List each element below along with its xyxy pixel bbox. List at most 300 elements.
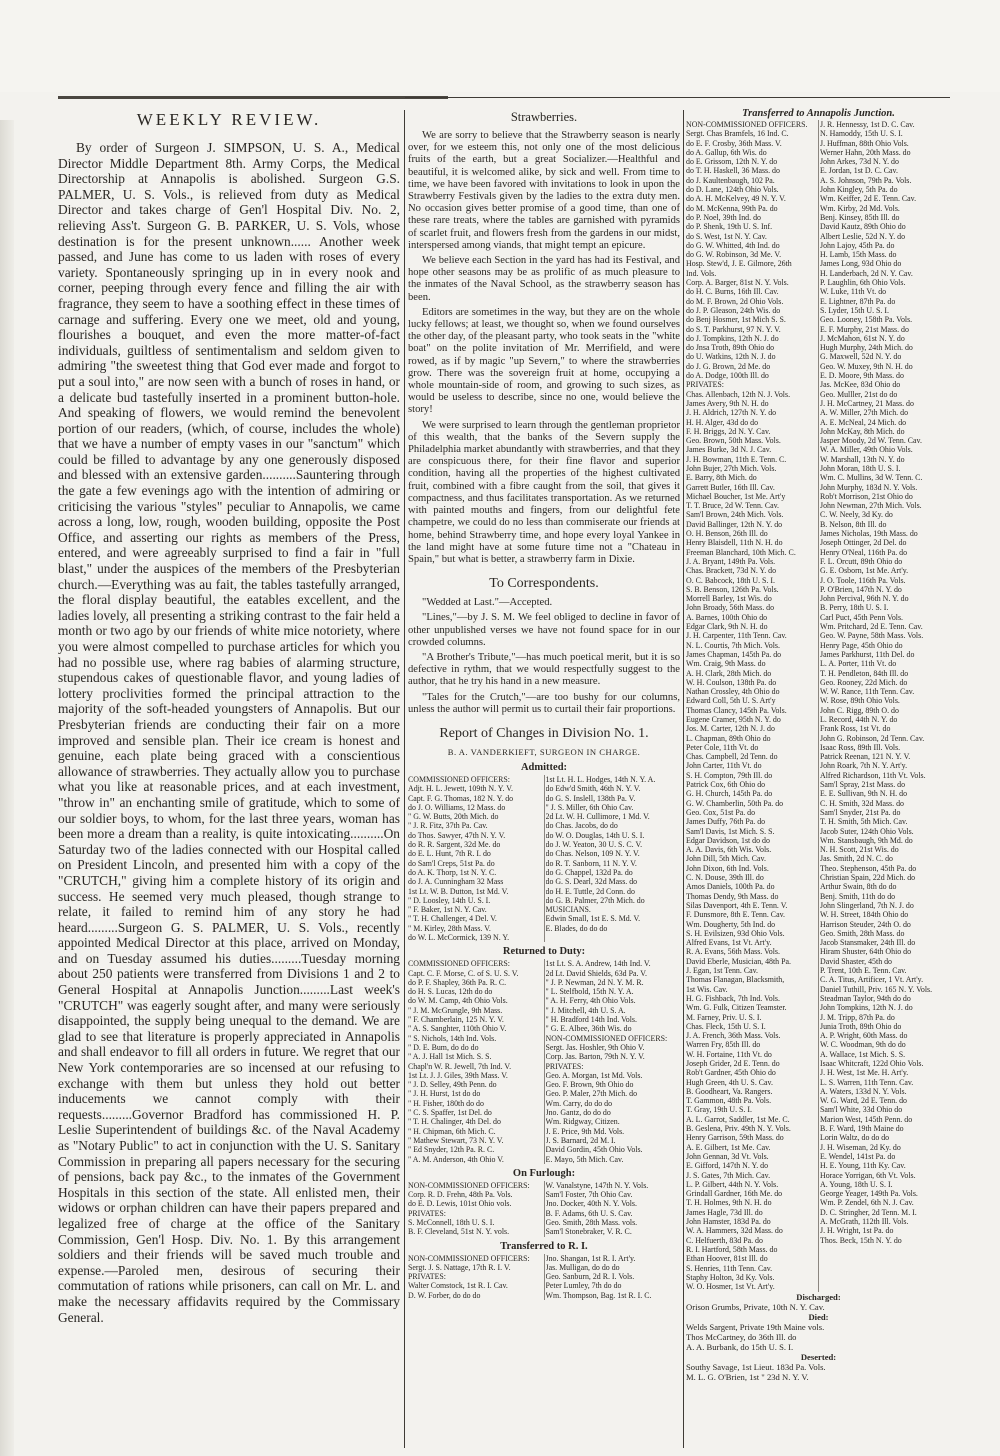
roster-entry: James Chapman, 145th Pa. do [686,649,782,659]
roster-entry: Horace Yorrigan, 6th Vt. Vols. [820,1170,916,1180]
roster-entry: Albert Leslie, 52d N. Y. do [820,231,906,241]
roster-entry: A. A. Davis, 6th Wis. Vols. [686,845,772,855]
roster-entry: Eugene Cramer, 95th N. Y. do [686,715,781,724]
roster-entry: C. Helfuerth, 83d Pa. do [686,1235,763,1245]
roster-entry: Geo. Mulller, 21st do do [820,389,898,399]
roster-entry: John Slingerland, 7th N. J. do [820,900,914,910]
roster-entry: Jacob Stansmaker, 24th Ill. do [820,938,916,948]
roster-entry: Benj. Kinsey, 85th Ill. do [820,212,900,222]
roster-entry: Geo. Smith, 28th Mass. vols. [545,1218,638,1227]
roster-entry: J. O. Toole, 116th Pa. Vols. [820,575,906,585]
roster-entry: Morrell Barley, 1st Wis. do [686,594,772,604]
roster-entry: do E. D. Lewis, 101st Ohio vols. [408,1199,512,1209]
roster-entry: Chas. Allenbach, 12th N. J. Vols. [686,389,791,399]
roster-entry: " T. H. Chalinger, 4th Del. do [408,1117,501,1127]
roster-entry: do Edw'd Smith, 46th N. Y. V. [545,784,641,794]
roster-entry: Orison Grumbs, Private, 10th N. Y. Cav. [686,1302,825,1312]
roster-entry: J. A. Bryant, 149th Pa. Vols. [686,556,776,566]
roster-entry: Grindall Gardner, 16th Me. do [686,1189,783,1199]
roster-entry: L. P. Gilbert, 44th N. Y. Vols. [686,1179,779,1189]
roster-entry: David Shaster, 45th do [820,956,893,966]
roster-entry: Harrison Steuder, 24th O. do [820,919,911,929]
roster-entry: David Ballinger, 12th N. Y. do [686,519,783,529]
roster-entry: J. H. Wright, 1st Pa. do [820,1226,894,1236]
roster-entry: Theo. Stephenson, 45th Pa. do [820,863,917,873]
furlough-list [408,1181,680,1237]
roster-entry: NON-COMMISSIONED OFFICERS. [686,120,808,129]
roster-entry: A. L. Garrot, Saddler, 1st Me. C. [686,1114,790,1124]
roster-entry: Geo. A. Morgan, 1st Md. Vols. [545,1070,643,1080]
roster-entry: " A. J. Hall 1st Mich. S. S. [408,1052,492,1062]
roster-entry: A. McGrath, 112th Ill. Vols. [820,1217,909,1227]
roster-entry: Ethan Hoover, 81st Ill. do [686,1254,768,1264]
roster-entry: Chas. Brackett, 73d N. Y. do [686,566,777,576]
roster-entry: Sam'l Snyder, 21st Pa. do [820,807,901,817]
roster-entry: 2d Lt. W. H. Cullimore, 1 Md. V. [545,812,650,822]
roster-entry: W. Vanalstyne, 147th N. Y. Vols. [545,1180,649,1190]
roster-entry: L. A. Porter, 11th Vt. do [820,659,897,669]
roster-entry: L. Chapman, 89th Ohio do [686,733,771,743]
roster-entry: John McKay, 8th Mich. do [820,426,905,436]
roster-entry: Corp. R. D. Frehn, 48th Pa. Vols. [408,1190,513,1200]
roster-entry: 1st Lt. W. B. Dutton, 1st Md. V. [408,886,509,896]
roster-entry: Wm. G. Fulk, Citizen Teamster. [686,1003,787,1013]
roster-entry: G. H. Church, 145th Pa. do [686,789,773,799]
roster-entry: John Kingley, 5th Pa. do [820,185,898,195]
roster-entry: Geo. Brown, 50th Mass. Vols. [686,436,781,446]
roster-entry: do S. T. Parkhurst, 97 N. Y. V. [686,324,781,334]
roster-entry: do J. O. Williams, 12 Mass. do [408,802,506,812]
roster-entry: P. O'Brien, 147th N. Y. do [820,584,902,594]
roster-entry: do E. L. Hunt, 7th R. I. do [408,849,491,859]
deserted-heading: Deserted: [800,1352,837,1362]
roster-entry: " L. Stelfbold, 15th N. Y. A. [545,987,634,997]
roster-entry: S. McConnell, 18th U. S. I. [408,1218,495,1227]
roster-entry: John Newman, 27th Mich. Vols. [820,501,922,511]
roster-entry: Sergt. J. S. Nattage, 17th R. I. V. [408,1262,511,1272]
roster-entry: John Broady, 56th Mass. do [686,603,775,613]
roster-entry: J. S. Barnard, 2d M. I. [545,1135,616,1145]
roster-entry: Wm. P. Zendel, 6th N. J. Cav. [820,1198,914,1208]
roster-entry: " A. M. Anderson, 4th Ohio V. [408,1154,504,1164]
roster-entry: Wm. C. Mullins, 3d W. Tenn. C. [820,473,923,483]
roster-entry: Chas. Fleck, 15th U. S. I. [686,1021,766,1031]
roster-entry: PRIVATES: [408,1208,447,1218]
roster-entry: E. Gifford, 147th N. Y. do [686,1161,769,1171]
correspondents-item: "Tales for the Crutch,"—are too bushy for our columns, unless the author will permit us to curtail their fair proportions. [408,691,680,715]
roster-entry: E. D. Moore, 9th Mass. do [820,371,904,381]
roster-entry: do J. Kaultenbaugh, 102 Pa. [686,175,775,185]
strawberries-paragraph: We believe each Section in the yard has had its Festival, and hope other seasons may be as prolific of as much pleasure to the inmates of the Naval School, as the strawberry season has been. [408,255,680,303]
roster-entry: do J. P. Gleason, 24th Wis. do [686,305,781,315]
roster-entry: Joseph Ottinger, 2d Del. do [820,538,907,548]
roster-entry: A. Young, 18th U. S. I. [820,1179,893,1189]
roster-entry: Sam'l Foster, 7th Ohio Cav. [545,1190,633,1200]
roster-entry: John Murphy, 183d N. Y. Vols. [820,482,918,492]
roster-entry: A. S. Johnson, 79th Pa. Vols. [820,175,912,185]
roster-entry: John Dill, 5th Mich. Cav. [686,854,766,864]
roster-entry: John Arkes, 73d N. Y. do [820,157,899,167]
roster-entry: B. F. Ward, 19th Maine do [820,1124,904,1134]
roster-entry: Edgar Davidson, 1st do do [686,835,770,845]
roster-entry: Christian Spain, 22d Mich. do [820,873,916,883]
correspondents-item: "Lines,"—by J. S. M. We feel obliged to decline in favor of other unpublished verses we have not found space for in our crowded columns. [408,612,680,648]
roster-entry: Thos McCartney, do 36th Ill. do [686,1332,797,1342]
roster-entry: " S. Nichols, 14th Ind. Vols. [408,1033,497,1043]
transferred-ri-heading: Transferred to R. I. [500,1240,588,1252]
roster-entry: do W. L. McCormick, 139 N. Y. [408,932,510,942]
roster-entry: Edward Coll, 5th U. S. Art'y [686,696,776,706]
roster-entry: James Duffy, 76th Pa. do [686,817,766,827]
roster-entry: do J. Tompkins, 12th N. J. do [686,333,779,343]
roster-entry: do A. Dodge, 100th Ill. do [686,371,769,381]
roster-entry: A. Barnes, 100th Ohio do [686,612,768,622]
roster-entry: W. Luke, 11th Vt. do [820,287,887,297]
roster-entry: P. Laughlin, 6th Ohio Vols. [820,278,906,288]
roster-entry: T. H. Pendleton, 84th Ill. do [820,668,909,678]
roster-entry: E. Barry, 8th Mich. do [686,473,757,483]
weekly-review-title: WEEKLY REVIEW. [136,110,322,129]
roster-entry: Adjt. H. L. Jewett, 109th N. Y. V. [408,784,513,794]
roster-entry: NON-COMMISSIONED OFFICERS: [408,1180,530,1190]
roster-entry: 1st Lt. H. L. Hodges, 14th N. Y. A. [545,774,656,784]
roster-entry: Sam'l Spray, 21st Mass. do [820,780,906,790]
roster-entry: do H. C. Burns, 16th Ill. Cav. [686,287,779,297]
roster-entry: John C. Rigg, 89th O. do [820,705,899,715]
roster-entry: Geo. Cox, 51st Pa. do [686,807,756,817]
roster-entry: 1st Lt. J. J. Giles, 39th Mass. V. [408,1070,508,1080]
admitted-heading: Admitted: [520,761,568,773]
roster-entry: S. B. Benson, 126th Pa. Vols. [686,584,779,594]
roster-entry: " J. H. Hurst, 1st do do [408,1089,481,1099]
roster-entry: do J. A. Cunningham 32 Mass [408,877,504,887]
junction-title: Transferred to Annapolis Junction. [742,108,895,119]
roster-entry: Wm. Kirby, 2d Md. Vols. [820,203,900,213]
roster-entry: Sam'l Brown, 24th Mich. Vols. [686,510,784,520]
roster-entry: Alfred Evans, 1st Vt. Art'y. [686,938,772,948]
correspondents-item: "A Brother's Tribute,"—has much poetical merit, but it is so defective in rythm, that we would respectfully suggest to the author, that he try his hand in a new measure. [408,651,680,688]
roster-entry: Capt. C. F. Morse, C. of S. U. S. V. [408,968,519,978]
roster-entry: F. L. Orcutt, 89th Ohio do [820,556,903,566]
roster-entry: Wm. Stansbaugh, 9th Md. do [820,835,913,845]
roster-entry: J. R. Hennessy, 1st D. C. Cav. [820,120,915,129]
roster-entry: Jacob Suter, 124th Ohio Vols. [820,826,914,836]
roster-entry: Alfred Richardson, 11th Vt. Vols. [820,770,926,780]
roster-entry: PRIVATES: [686,380,725,390]
roster-entry: Wm. Ridgway, Citizen. [545,1117,620,1127]
roster-entry: Hugh Green, 4th U. S. Cav. [686,1077,773,1087]
roster-entry: Amos Daniels, 100th Pa. do [686,882,775,892]
roster-entry: R. I. Hartford, 58th Mass. do [686,1244,778,1254]
roster-entry: A. E. McNeal, 24 Mich. do [820,417,907,427]
roster-entry: do Jnsa Troth, 89th Ohio do [686,343,775,353]
roster-entry: S. Lyder, 15th U. S. I. [820,305,889,315]
roster-entry: E. Blades, do do do [545,923,608,933]
roster-entry: " G. W. Butts, 20th Mich. do [408,812,499,822]
roster-entry: James Burke, 3d N. J. Cav. [686,445,772,455]
roster-entry: F. H. Briggs, 2d N. Y. Cav. [686,426,771,436]
strawberries-paragraph: We were surprised to learn through the gentleman proprietor of this wealth, that the banks of the Severn supply the Philadelphia market abundantly with strawberries, and that they are conspicuous there, for their fine flavor and superior condition, having all the properties of the highest cultivated fruit, combined with a fibre caught from the soil, that gives it compactness, and thus facilitates transportation. As we returned with painted mouths and fingers, from our delightful fete champetre, we could do no less than commiserate our friends at home, behind Strawberry time, and hope every loyal Yankee in the land might have at some future time not a "Chateau in Spain," but what is better, a strawberry farm in Dixie. [408,419,680,565]
roster-entry: T. Gammon, 48th Pa. Vols. [686,1096,772,1106]
roster-entry: Steadman Taylor, 94th do do [820,993,911,1003]
roster-entry: " H. Chipman, 6th Mich. C. [408,1126,496,1136]
roster-entry: John Percival, 96th N. Y. do [820,594,909,604]
discharged-heading: Discharged: [796,1292,841,1302]
roster-entry: Geo. F. Brown, 9th Ohio do [545,1080,634,1090]
roster-entry: Henry Blaisdell, 11th N. H. do [686,538,783,548]
roster-entry: do H. E. Tuttle, 2d Conn. do [545,886,635,896]
returned-list [408,959,680,1164]
roster-entry: W. H. Coulson, 138th Pa. do [686,677,777,687]
roster-entry: J. H. West, 1st Me. H. Art'y. [820,1068,909,1078]
roster-entry: A. H. Clark, 28th Mich. do [686,668,772,678]
roster-entry: " D. E. Bum, do do do [408,1042,479,1052]
roster-entry: Peter Lumley, 7th do do [545,1281,622,1291]
roster-entry: Patrick Cox, 6th Ohio do [686,780,766,790]
roster-entry: Sergt. Jas. Hoshler, 9th Ohio V. [545,1042,645,1052]
roster-entry: do U. Watkins, 12th N. J. do [686,352,776,362]
roster-entry: Peter Cole, 11th Vt. do [686,742,759,752]
roster-entry: A. Waters, 133d N. Y. Vols. [820,1086,907,1096]
roster-entry: F. Dunsmore, 8th E. Tenn. Cav. [686,910,785,920]
header-rule [405,97,950,98]
roster-entry: Arthur Swain, 8th do do [820,882,897,892]
roster-entry: Isaac Ross, 89th Ill. Vols. [820,742,901,752]
roster-entry: Jno. Docker, 40th N. Y. Vols. [545,1199,637,1209]
roster-entry: Wm. Craig, 9th Mass. do [686,659,766,669]
roster-entry: J. H. Aldrich, 127th N. Y. do [686,408,777,418]
roster-entry: J. McMahon, 61st N. Y. do [820,333,905,343]
roster-entry: C. W. Neely, 3d Ky. do [820,510,893,520]
roster-entry: H. Lamb, 15th Mass. do [820,250,897,260]
junction-list [686,120,951,1292]
roster-entry: M. L. G. O'Brien, 1st " 23d N. Y. V. [686,1372,809,1382]
roster-entry: James Long, 93d Ohio do [820,259,902,269]
roster-entry: Sam'l White, 33d Ohio do [820,1105,903,1115]
roster-entry: PRIVATES: [545,1061,584,1071]
roster-entry: Hiram Shuster, 64th Ohio do [820,947,912,957]
roster-entry: Wm. Dougherty, 5th Ind. do [686,919,776,929]
roster-entry: Junia Troth, 89th Ohio do [820,1021,902,1031]
roster-entry: " J. R. Fitz, 37th Pa. Cav. [408,821,488,831]
roster-entry: Hugh Murphy, 24th Mich. do [820,343,913,353]
furlough-heading: On Furlough: [512,1167,576,1179]
roster-entry: Walter Comstock, 1st R. I. Cav. [408,1281,508,1291]
roster-entry: do Sam'l Creps, 51st Pa. do [408,858,495,868]
roster-entry: Thomas Flanagan, Blacksmith, [686,975,785,985]
roster-entry: J. H. Carpenter, 11th Tenn. Cav. [686,631,787,641]
roster-entry: H. H. Alger, 43d do do [686,417,759,427]
roster-entry: do G. S. Dearl, 32d Mass. do [545,877,638,887]
roster-entry: COMMISSIONED OFFICERS: [408,959,510,969]
roster-entry: do Chas. Nelson, 109 N. Y. V. [545,849,640,859]
roster-entry: J. E. Price, 9th Md. Vols. [545,1126,625,1136]
page-top-margin [0,0,1000,92]
roster-entry: do R. T. Sanborn, 11 N. Y. V. [545,858,637,868]
roster-entry: Chapl'n W. R. Jewell, 7th Ind. V. [408,1061,512,1071]
roster-entry: C. A. Titus, Artificer, 1 Vt. Art'y. [820,975,924,985]
roster-entry: Nathan Crossley, 4th Ohio do [686,687,780,697]
weekly-review-column [58,108,400,1448]
roster-entry: 1st Lt. S. A. Andrew, 14th Ind. V. [545,959,651,969]
roster-entry: Wm. Pritchard, 2d E. Tenn. Cav. [820,622,923,632]
roster-entry: " F. Baker, 1st N. Y. Cav. [408,905,487,915]
roster-entry: Staphy Holton, 3d Ky. Vols. [686,1272,775,1282]
roster-entry: do G. W. Whitted, 4th Ind. do [686,240,780,250]
roster-entry: J. A. French, 36th Mass. Vols. [686,1031,781,1041]
roster-entry: Werner Hahn, 20th Mass. do [820,147,911,157]
roster-entry: Henry O'Neal, 116th Pa. do [820,547,908,557]
correspondents-title: To Correspondents. [489,576,599,592]
roster-entry: W. A. Miller, 49th Ohio Vols. [820,445,913,455]
roster-entry: Henry Garrison, 59th Mass. do [686,1133,784,1143]
roster-entry: PRIVATES: [408,1272,447,1282]
roster-entry: do E. F. Crosby, 36th Mass. V. [686,138,782,148]
strawberries-title: Strawberries. [510,110,578,124]
roster-entry: Lorin Waltz, do do do [820,1133,890,1143]
roster-entry: Carl Puct, 45th Penn Vols. [820,612,904,622]
roster-entry: do D. Lane, 124th Ohio Vols. [686,185,779,195]
roster-entry: E. F. Murphy, 21st Mass. do [820,324,909,334]
roster-entry: J. Huffman, 88th Ohio Vols. [820,138,909,148]
roster-entry: L. S. Warren, 11th Tenn. Cav. [820,1077,914,1087]
roster-entry: " T. H. Challenger, 4 Del. V. [408,914,497,924]
roster-entry: W. C. Woodman, 9th do do [820,1040,906,1050]
roster-entry: James Nicholas, 19th Mass. do [820,529,918,539]
roster-entry: W. W. Rance, 11th Tenn. Cav. [820,687,915,697]
roster-entry: John Moran, 18th U. S. I. [820,463,901,473]
roster-entry: W. A. Hammers, 32d Mass. do [686,1226,783,1236]
roster-entry: H. G. Fishback, 7th Ind. Vols. [686,993,780,1003]
roster-entry: G. W. Chamberlin, 50th Pa. do [686,798,784,808]
roster-entry: G. Maxwell, 52d N. Y. do [820,352,902,362]
roster-entry: " F. Chamberlain, 125 N. Y. V. [408,1015,504,1025]
discharged-section [686,1292,951,1382]
column-rule [683,110,684,1448]
roster-entry: E. Mayo, 5th Mich. Cav. [545,1154,624,1164]
roster-entry: Geo. P. Maler, 27th Mich. do [545,1089,638,1099]
roster-entry: O. H. Benson, 26th Ill. do [686,529,768,539]
roster-entry: do T. H. Haskell, 36 Mass. do [686,166,780,176]
roster-entry: do Thos. Sawyer, 47th N. Y. V. [408,830,506,840]
transfers-column [686,108,951,1448]
roster-entry: W. G. Ward, 2d E. Tenn. do [820,1096,907,1106]
roster-entry: O. C. Babcock, 18th U. S. I. [686,575,775,585]
roster-entry: " A. H. Ferry, 4th Ohio Vols. [545,996,636,1006]
roster-entry: do M. McKenna, 99th Pa. do [686,203,778,213]
roster-entry: do A. Gallup, 6th Wis. do [686,147,767,157]
roster-entry: C. H. Smith, 32d Mass. do [820,798,904,808]
roster-entry: " Ed Snyder, 12th Pa. R. C. [408,1145,495,1155]
roster-entry: Jno. Shangan, 1st R. I. Art'y. [545,1253,636,1263]
roster-entry: NON-COMMISSIONED OFFICERS: [545,1033,668,1043]
roster-entry: Ind. Vols. [686,268,717,278]
roster-entry: NON-COMMISSIONED OFFICERS: [408,1253,530,1263]
roster-entry: do W. O. Douglas, 14th U. S. I. [545,830,645,840]
roster-entry: N. L. Courtis, 7th Mich. Vols. [686,640,780,650]
roster-entry: Freeman Blanchard, 10th Mich. C. [686,547,796,557]
binding-edge [0,120,14,1456]
masthead-rule [58,96,448,99]
roster-entry: 2d Lt. David Shields, 63d Pa. V. [545,968,647,978]
roster-entry: do H. S. Lucas, 12th do do [408,987,493,997]
roster-entry: Jas. McKee, 83d Ohio do [820,380,901,390]
roster-entry: " A. S. Sanghter, 110th Ohio V. [408,1024,507,1034]
roster-entry: A. P. Wright, 60th Mass. do [820,1031,908,1041]
roster-entry: H. E. Young, 11th Ky. Cav. [820,1161,906,1171]
admitted-list [408,775,680,942]
roster-entry: B. Perry, 18th U. S. I. [820,603,889,613]
roster-entry: Wm. Thompson, Bag. 1st R. I. C. [545,1290,652,1300]
roster-entry: D. C. Stringher, 2d Tenn. M. I. [820,1207,917,1217]
roster-entry: do G. B. Palmer, 27th Mich. do [545,895,645,905]
roster-entry: Warren Fry, 85th Ill. do [686,1040,761,1050]
roster-entry: T. H. Smith, 5th Mich. Cav. [820,817,908,827]
roster-entry: L. Record, 44th N. Y. do [820,715,898,724]
roster-entry: do A. H. McKelvey, 49 N. Y. V. [686,194,786,204]
roster-entry: Chas. Campbell, 2d Tenn. do [686,752,778,762]
roster-entry: B. Goodheart, Va. Rangers. [686,1086,773,1096]
roster-entry: John G. Robinson, 2d Tenn. Cav. [820,733,925,743]
roster-entry: " J. P. Newman, 2d N. Y. M. R. [545,977,644,987]
roster-entry: Capt. F. G. Thomas, 182 N. Y. do [408,793,514,803]
roster-entry: Wm. Keiffer, 2d E. Tenn. Cav. [820,194,917,204]
roster-entry: " J. D. Selley, 49th Penn. do [408,1080,497,1090]
roster-entry: David Kautz, 89th Ohio do [820,222,906,232]
roster-entry: Edgar Clark, 9th N. H. do [686,622,768,632]
roster-entry: " J. Mitchell, 4th U. S. A. [545,1005,626,1015]
roster-entry: Silas Davenport, 4th E. Tenn. V. [686,900,788,910]
roster-entry: do S. West, 1st N. Y. Cav. [686,231,767,241]
roster-entry: do A. K. Thorp, 1st N. Y. C. [408,867,497,877]
roster-entry: " J. M. McGrungle, 9th Mass. [408,1005,503,1015]
roster-entry: Jas. Mulligan, do do do [545,1262,620,1272]
roster-entry: John Hamster, 183d Pa. do [686,1217,771,1227]
roster-entry: Edwin Small, 1st E. S. Md. V. [545,914,641,924]
roster-entry: do Chas. Jacobs, do do [545,821,618,831]
discharged-list [686,1302,951,1312]
roster-entry: B. F. Adams, 6th U. S. Cav. [545,1208,633,1218]
roster-entry: E. Lightner, 87th Pa. do [820,296,896,306]
transferred-ri-list [408,1254,680,1300]
roster-entry: John Lajoy, 45th Pa. do [820,240,895,250]
weekly-review-text: By order of Surgeon J. SIMPSON, U. S. A., Medical Director Middle Department 8th. Army Corps, the Medical Directorship at Annapolis is abolished. Surgeon G.S. PALMER, U. S. Vols., is relieved from duty as Medical Director and takes charge of Gen'l Hospital Div. No. 2, relieving Ass't. Surgeon G. B. PARKER, U. S. Vols, whose destination is for the present unknown...... Another week passed, and June has come to us laden with roses of every variety. Spontaneously springing up in in every nook and corner, peeping through every fence and filling the air with fragrance, they seem to have a soothing effect in these times of carnage and suffering. Every one we meet, old and young, flourishes a bouquet, and even the more matter-of-fact individuals, guiltless of sentimentalism and seldom given to admiring "the sweetest thing that God ever made and forgot to put a soul into," are now seen with a bunch of roses in hand, or a delicate bud tastefully inserted in a prominent button-hole. And speaking of flowers, we would remind the benevolent portion of our readers, (which, of course, includes the whole) that we have a number of empty vases in our "sanctum" which could be filled to advantage by any one generously disposed and blessed with an extensive garden..........Sauntering through the gate a few evenings ago with the intention of admiring or criticising the various "styles" peculiar to Annapolis, we came across a long, low, rough, wooden building, opposite the Post Office, and asserting our rights as members of the Press, entered, and were agreeably surprised to find a fair in "full blast," under the auspices of the members of the Presbyterian church.—Everything was au fait, the tables tastefully arranged, the floral display beautiful, the eatables excellent, and the ladies lovely, all presenting a striking contrast to the fair held a month or two ago by our friends of white mice notoriety, where you were almost compelled to purchase articles for which you had no possible use, where rag babies of alarming structure, stupendous cakes of questionable flavor, and young ladies of lottery proclivities formed the principal attraction to the majority of the soft-headed youngsters of Annapolis. But our Presbyterian friends are conducting their fair on a more improved and sensible plan. Their ice cream is honest and genuine, each plate being graced with a conscientious allowance of strawberries. They actually allow you to purchase what you like at reasonable prices, and at each investment, "throw in" an enchanting smile of gratitude, which to some of our soldier boys, to whom, for the last three years, woman has been more a dream than a reality, is quite intoxicating..........On Saturday two of the ladies connected with our Hospital called on President Lincoln, and presented him with a copy of the "CRUTCH," giving him a complete history of its origin and success. He seemed very much pleased, though strange to relate, it failed to remind him of any story he had heard.........Surgeon G. S. PALMER, U. S. Vols., recently appointed Medical Director at this place, arrived on Monday, and on Tuesday assumed his duties.........Tuesday morning about 250 patients were transferred from Divisions 1 and 2 to General Hospital at Annapolis Junction.........Last week's "CRUTCH" was eagerly sought after, and many were seriously disappointed, the supply being unequal to the demand. We are glad to see that literature is properly appreciated in Annapolis and shall endeavor to fill all orders in future. We regret that our New York contemporaries are so incensed at our refusing to exchange with them but unless they hold out better inducements we cannot comply with their requests.........Governor Bradford has commissioned H. P. Leslie Superintendent of buildings &c. of the Naval Academy as "Notary Public" to act in conjunction with the U. S. Sanitary Commission in preparing all papers necessary for the securing of pensions, back pay &c., to the inmates of the Government Hospitals in this section of the state. All enlisted men, their widows or orphan children can have their papers prepared and legalized free of charge at the office of the Sanitary Commission, Gen'l Hosp. Div. No. 1. By this arrangement soldiers and their friends will be saved much trouble and expense.—Paroled men, desirous of securing their commutation of rations while prisoners, can call on Mr. L. and make the necessary affidavits required by the Commissary General. [58,140,400,1325]
roster-entry: do J. W. Yeaton, 30 U. S. C. V. [545,840,643,850]
roster-entry: C. N. Douse, 39th Ill. do [686,873,764,883]
roster-entry: " G. E. Albee, 36th Wis. do [545,1024,632,1034]
roster-entry: Hosp. Stew'd, J. E. Gilmore, 26th [686,259,792,269]
roster-entry: John Bujer, 27th Mich. Vols. [686,463,777,473]
roster-entry: MUSICIANS. [545,905,591,915]
roster-entry: do G. Chappel, 132d Pa. do [545,867,633,877]
roster-entry: H. Landerbach, 2d N. Y. Cav. [820,268,913,278]
roster-entry: do M. F. Brown, 2d Ohio Vols. [686,296,784,306]
roster-entry: D. W. Forber, do do do [408,1290,481,1300]
roster-entry: J. M. Tripp, 87th Pa. do [820,1012,895,1022]
roster-entry: J. H. Wiseman, 2d Ky. do [820,1142,901,1152]
roster-entry: Joseph Grider, 2d E. Tenn. do [686,1058,780,1068]
roster-entry: T. T. Bruce, 2d W. Tenn. Cav. [686,501,780,511]
roster-entry: Corp. Jas. Barton, 79th N. Y. V. [545,1052,645,1062]
roster-entry: T. Gray, 19th U. S. I. [686,1105,752,1115]
roster-entry: Geo. W. Payne, 58th Mass. Vols. [820,631,924,641]
died-list [686,1322,951,1352]
roster-entry: " J. S. Miller, 6th Ohio Cav. [545,802,634,812]
roster-entry: J. Egan, 1st Tenn. Cav. [686,966,758,976]
roster-entry: James Parkhurst, 11th Del. do [820,649,915,659]
roster-entry: W. O. Hosmer, 1st Vt. Art'y. [686,1282,775,1292]
roster-entry: Jas. Smith, 2d N. C. do [820,854,893,864]
